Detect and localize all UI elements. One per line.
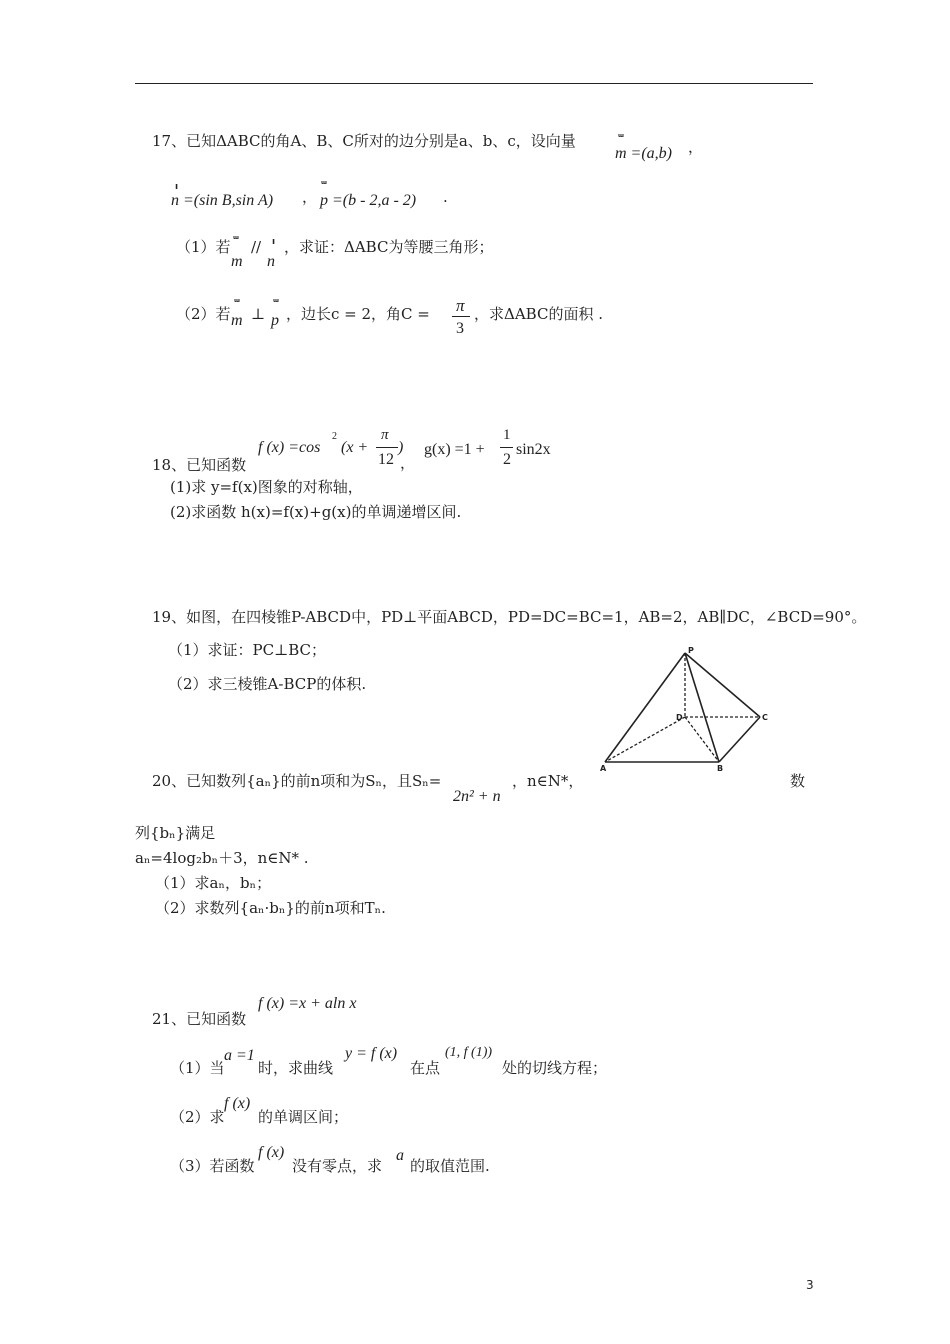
edge-PC — [685, 653, 760, 717]
vector-arrow-icon: ᵚ — [233, 235, 239, 245]
q20-line3: aₙ=4log₂bₙ＋3，n∈N* . — [135, 849, 309, 867]
q17-p-expr: p =(b - 2,a - 2) — [320, 192, 417, 209]
q19-stem: 19、如图，在四棱锥P-ABCD中，PD⊥平面ABCD，PD=DC=BC=1，AB=2，AB∥DC，∠BCD=90°。 — [152, 608, 867, 626]
q18-g-den: 2 — [503, 451, 511, 468]
q17-sep: ， — [302, 188, 318, 206]
q21-part3-mid: 没有零点，求 — [292, 1157, 383, 1175]
vector-arrow-icon: ı — [272, 237, 276, 247]
q20-line2: 列{bₙ}满足 — [135, 824, 216, 842]
q17-part2-rel: ⊥ — [251, 305, 266, 323]
fraction-bar — [376, 447, 398, 448]
edge-DA — [605, 717, 685, 762]
q21-part1-mid1: 时，求曲线 — [258, 1059, 334, 1077]
q18-g-num: 1 — [503, 427, 511, 443]
q18-g-tail: sin2x — [516, 441, 551, 458]
q21-f-expr: f (x) =x + aln x — [258, 995, 357, 1012]
pyramid-figure — [595, 645, 785, 775]
edge-BC — [719, 717, 760, 762]
q20-part2: （2）求数列{aₙ·bₙ}的前n项和Tₙ. — [155, 899, 386, 917]
q21-stem: 21、已知函数 — [152, 1010, 247, 1028]
vector-arrow-icon: ı — [175, 182, 179, 192]
q18-part2: (2)求函数 h(x)=f(x)+g(x)的单调递增区间. — [170, 503, 462, 521]
vector-arrow-icon: ᵚ — [618, 133, 624, 143]
vector-arrow-icon: ᵚ — [321, 180, 327, 190]
q17-part2-mid: ，边长c = 2，角C = — [286, 305, 430, 323]
edge-DB — [685, 717, 719, 762]
q19-part1: （1）求证：PC⊥BC； — [168, 641, 326, 659]
q20-sn-expr: 2n² + n — [453, 788, 501, 805]
q18-f-num: π — [381, 427, 389, 443]
q21-part1-tail: 处的切线方程； — [502, 1059, 608, 1077]
vertex-A-label: A — [600, 764, 607, 773]
q21-part3-a: a — [396, 1147, 404, 1164]
q17-comma: ， — [688, 138, 704, 156]
q18-f-open: (x + — [341, 439, 369, 456]
q17-part2-lead: （2）若 — [176, 305, 231, 323]
q18-f-close: ) — [398, 439, 404, 456]
q18-f-sq: 2 — [332, 431, 337, 442]
q21-part3-lead: （3）若函数 — [170, 1157, 255, 1175]
page-number: 3 — [806, 1278, 814, 1292]
q18-g-lhs: g(x) =1 + — [424, 441, 485, 458]
edge-PB — [685, 653, 719, 762]
q18-comma: ， — [400, 454, 416, 472]
q17-stem: 17、已知ΔABC的角A、B、C所对的边分别是a、b、c，设向量 — [152, 132, 576, 150]
fraction-bar — [500, 447, 513, 448]
q18-f-den: 12 — [378, 451, 394, 468]
q19-part2: （2）求三棱锥A-BCP的体积. — [168, 675, 367, 693]
q21-part1-mid2: 在点 — [410, 1059, 441, 1077]
q17-part2-tail: ，求ΔABC的面积 . — [474, 305, 603, 323]
vector-arrow-icon: ᵚ — [234, 298, 240, 308]
vector-arrow-icon: ᵚ — [273, 298, 279, 308]
q17-m-expr: m =(a,b) — [615, 145, 673, 162]
q21-part3-tail: 的取值范围. — [410, 1157, 490, 1175]
q21-part3-f: f (x) — [258, 1144, 285, 1161]
q18-stem: 18、已知函数 — [152, 456, 247, 474]
q21-part2-f: f (x) — [224, 1095, 251, 1112]
q17-part1-rel: // — [251, 238, 262, 256]
q17-three: 3 — [456, 320, 464, 337]
q21-part2-tail: 的单调区间； — [258, 1108, 349, 1126]
q21-part1-cond: a =1 — [224, 1047, 255, 1064]
vertex-C-label: C — [762, 713, 768, 722]
q18-f-lhs: f (x) =cos — [258, 439, 321, 456]
q21-part2-lead: （2）求 — [170, 1108, 225, 1126]
q20-part1: （1）求aₙ，bₙ； — [155, 874, 272, 892]
q20-mid: ，n∈N*， — [512, 772, 584, 790]
q17-pi: π — [456, 296, 465, 315]
header-rule — [135, 83, 813, 84]
vertex-B-label: B — [717, 764, 724, 773]
edge-PA — [605, 653, 685, 762]
q17-end: . — [443, 188, 448, 206]
q18-part1: (1)求 y=f(x)图象的对称轴， — [170, 478, 363, 496]
vertex-P-label: P — [688, 646, 694, 655]
q21-part1-curve: y = f (x) — [345, 1045, 398, 1062]
q20-tail-word: 数 — [790, 772, 806, 790]
q21-part1-point: (1, f (1)) — [445, 1045, 493, 1060]
q17-part1-tail: ，求证：ΔABC为等腰三角形； — [284, 238, 494, 256]
q21-part1-lead: （1）当 — [170, 1059, 225, 1077]
q20-stem: 20、已知数列{aₙ}的前n项和为Sₙ，且Sₙ= — [152, 772, 442, 790]
fraction-bar — [452, 316, 470, 317]
vertex-D-label: D — [676, 713, 683, 722]
q17-n-expr: n =(sin B,sin A) — [171, 192, 274, 209]
q17-part1-lead: （1）若 — [176, 238, 231, 256]
